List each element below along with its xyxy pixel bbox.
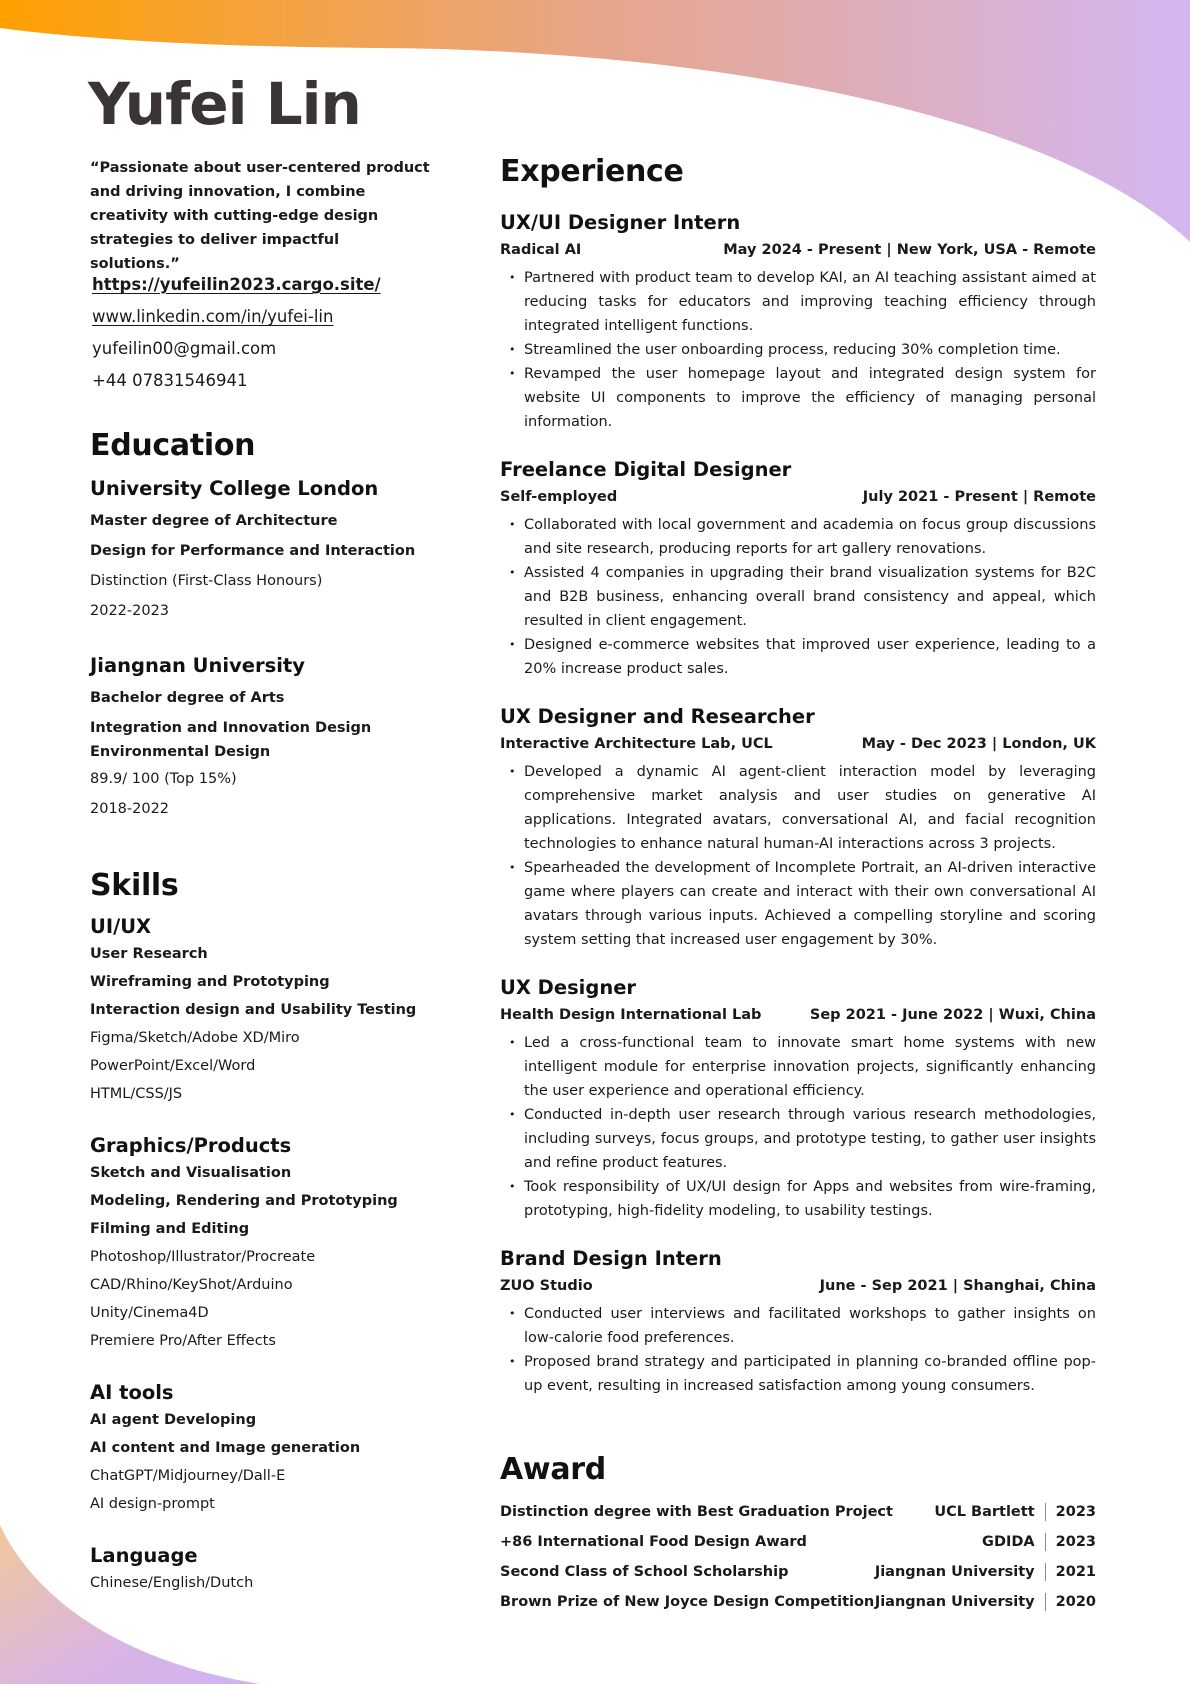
job-meta <box>500 734 1096 754</box>
job-freelance <box>500 458 1096 681</box>
award-divider <box>1045 1593 1046 1611</box>
school-years: 2022-2023 <box>90 603 170 619</box>
job-bullet: • Assisted 4 companies in upgrading their brand visualization systems for B2C and B2B business, enhancing overall brand consistency and appeal, which resulted in client engagement. <box>500 561 1096 633</box>
phone-text: +44 07831546941 <box>92 371 248 390</box>
job-bullet: • Designed e-commerce websites that improved user experience, leading to a 20% increase product sales. <box>500 633 1096 681</box>
skill-tool: Photoshop/Illustrator/Procreate <box>90 1249 316 1265</box>
skill-item: AI agent Developing <box>90 1412 257 1428</box>
job-bullet: • Led a cross-functional team to innovate smart home systems with new intelligent module for enterprise innovation projects, significantly enhancing the user experience and operational efficiency. <box>500 1031 1096 1103</box>
skill-item: Filming and Editing <box>90 1221 250 1237</box>
job-role: Freelance Digital Designer <box>500 458 792 481</box>
award-row <box>500 1557 1096 1587</box>
award-divider <box>1045 1503 1046 1521</box>
award-heading: Award <box>500 1452 606 1487</box>
award-name: +86 International Food Design Award <box>500 1534 807 1550</box>
job-role: UX Designer <box>500 976 637 999</box>
job-meta <box>500 1005 1096 1025</box>
skill-group-uiux <box>90 915 470 1108</box>
experience-heading: Experience <box>500 154 684 189</box>
job-org: Health Design International Lab <box>500 1007 762 1023</box>
school-program-secondary: Environmental Design <box>90 744 271 760</box>
award-year: 2021 <box>1055 1564 1096 1580</box>
skill-tool: Unity/Cinema4D <box>90 1305 209 1321</box>
education-section <box>90 428 470 824</box>
job-bullet: • Collaborated with local government and academia on focus group discussions and site research, producing reports for art gallery renovations. <box>500 513 1096 561</box>
award-year: 2023 <box>1055 1534 1096 1550</box>
school-degree: Master degree of Architecture <box>90 513 338 529</box>
school-result: 89.9/ 100 (Top 15%) <box>90 771 237 787</box>
skill-tool: Premiere Pro/After Effects <box>90 1333 276 1349</box>
job-role: UX Designer and Researcher <box>500 705 815 728</box>
school-years: 2018-2022 <box>90 801 170 817</box>
award-name: Second Class of School Scholarship <box>500 1564 789 1580</box>
school-program: Design for Performance and Interaction <box>90 543 416 559</box>
personal-quote: “Passionate about user-centered product and driving innovation, I combine creativity with cutting-edge design strategies to deliver impactful solutions.” <box>90 160 430 272</box>
award-org: UCL Bartlett <box>934 1504 1035 1520</box>
job-health-design <box>500 976 1096 1223</box>
job-bullet: • Took responsibility of UX/UI design for Apps and websites from wire-framing, prototyping, high-fidelity modeling, to usability testings. <box>500 1175 1096 1223</box>
award-divider <box>1045 1563 1046 1581</box>
skill-group-language <box>90 1544 470 1597</box>
job-ucl-lab <box>500 705 1096 952</box>
job-when: Sep 2021 - June 2022 | Wuxi, China <box>809 1007 1096 1023</box>
school-name: Jiangnan University <box>90 654 305 677</box>
email-text[interactable]: yufeilin00@gmail.com <box>92 339 277 358</box>
skill-tool: PowerPoint/Excel/Word <box>90 1058 256 1074</box>
skill-tool: HTML/CSS/JS <box>90 1086 183 1102</box>
skill-item: AI content and Image generation <box>90 1440 361 1456</box>
skill-item: Modeling, Rendering and Prototyping <box>90 1193 398 1209</box>
skill-tool: Chinese/English/Dutch <box>90 1575 254 1591</box>
award-year: 2020 <box>1055 1594 1096 1610</box>
job-bullet: • Conducted user interviews and facilitated workshops to gather insights on low-calorie food preferences. <box>500 1302 1096 1350</box>
job-bullets <box>500 1031 1096 1223</box>
job-bullet: • Conducted in-depth user research through various research methodologies, including surveys, focus groups, and prototype testing, to gather user insights and refine product features. <box>500 1103 1096 1175</box>
skill-tool: Figma/Sketch/Adobe XD/Miro <box>90 1030 300 1046</box>
skill-group-title: Graphics/Products <box>90 1134 292 1157</box>
job-when: May 2024 - Present | New York, USA - Remote <box>723 242 1096 258</box>
job-bullets <box>500 1302 1096 1398</box>
job-bullet: • Spearheaded the development of Incomplete Portrait, an AI-driven interactive game where players can create and interact with their own conversational AI avatars through various inputs. Achieved a compelling storyline and scoring system setting that increased user engagement by 30%. <box>500 856 1096 952</box>
award-divider <box>1045 1533 1046 1551</box>
award-org: Jiangnan University <box>874 1564 1035 1580</box>
job-org: Interactive Architecture Lab, UCL <box>500 736 773 752</box>
resume-name: Yufei Lin <box>88 70 361 138</box>
skill-group-title: AI tools <box>90 1381 174 1404</box>
job-bullets <box>500 513 1096 681</box>
job-meta <box>500 487 1096 507</box>
award-section <box>500 1452 1096 1617</box>
skill-group-graphics <box>90 1134 470 1355</box>
job-radical-ai <box>500 211 1096 434</box>
skill-tool: ChatGPT/Midjourney/Dall-E <box>90 1468 286 1484</box>
skill-group-title: UI/UX <box>90 915 152 938</box>
school-jiangnan <box>90 654 470 824</box>
skills-section <box>90 868 470 1597</box>
school-ucl <box>90 477 470 626</box>
award-year: 2023 <box>1055 1504 1096 1520</box>
job-zuo-studio <box>500 1247 1096 1398</box>
job-bullet: • Streamlined the user onboarding process, reducing 30% completion time. <box>500 338 1096 362</box>
job-when: July 2021 - Present | Remote <box>862 489 1096 505</box>
contact-list <box>92 274 381 402</box>
skills-heading: Skills <box>90 868 179 903</box>
school-name: University College London <box>90 477 379 500</box>
award-row <box>500 1527 1096 1557</box>
education-heading: Education <box>90 428 256 463</box>
job-bullet: • Proposed brand strategy and participated in planning co-branded offline pop-up event, resulting in increased satisfaction among young consumers. <box>500 1350 1096 1398</box>
job-bullets <box>500 760 1096 952</box>
skill-item: User Research <box>90 946 208 962</box>
job-meta <box>500 1276 1096 1296</box>
job-role: Brand Design Intern <box>500 1247 722 1270</box>
job-when: June - Sep 2021 | Shanghai, China <box>819 1278 1096 1294</box>
job-when: May - Dec 2023 | London, UK <box>861 736 1096 752</box>
skill-group-title: Language <box>90 1544 198 1567</box>
job-bullets <box>500 266 1096 434</box>
skill-item: Wireframing and Prototyping <box>90 974 330 990</box>
job-bullet: • Partnered with product team to develop KAI, an AI teaching assistant aimed at reducing tasks for educators and improving teaching efficiency through integrated intelligent functions. <box>500 266 1096 338</box>
portfolio-link[interactable]: https://yufeilin2023.cargo.site/ <box>92 275 381 294</box>
skill-tool: AI design-prompt <box>90 1496 215 1512</box>
experience-section <box>500 154 1096 1398</box>
school-degree: Bachelor degree of Arts <box>90 690 285 706</box>
skill-group-ai <box>90 1381 470 1518</box>
skill-tool: CAD/Rhino/KeyShot/Arduino <box>90 1277 293 1293</box>
job-org: ZUO Studio <box>500 1278 593 1294</box>
job-role: UX/UI Designer Intern <box>500 211 741 234</box>
skill-item: Interaction design and Usability Testing <box>90 1002 417 1018</box>
award-row <box>500 1497 1096 1527</box>
job-org: Radical AI <box>500 242 582 258</box>
job-bullet: • Developed a dynamic AI agent-client interaction model by leveraging comprehensive market analysis and user studies on generative AI applications. Integrated avatars, conversational AI, and facial recognition technologies to enhance natural human-AI interactions across 3 projects. <box>500 760 1096 856</box>
job-bullet: • Revamped the user homepage layout and integrated design system for website UI components to improve the efficiency of managing personal information. <box>500 362 1096 434</box>
award-org: GDIDA <box>982 1534 1035 1550</box>
school-program: Integration and Innovation Design <box>90 720 372 736</box>
award-org: Jiangnan University <box>874 1594 1035 1610</box>
job-org: Self-employed <box>500 489 618 505</box>
award-name: Distinction degree with Best Graduation Project <box>500 1504 893 1520</box>
school-result: Distinction (First-Class Honours) <box>90 573 323 589</box>
linkedin-link[interactable]: www.linkedin.com/in/yufei-lin <box>92 307 334 326</box>
award-row <box>500 1587 1096 1617</box>
skill-item: Sketch and Visualisation <box>90 1165 292 1181</box>
award-name: Brown Prize of New Joyce Design Competition <box>500 1594 875 1610</box>
job-meta <box>500 240 1096 260</box>
